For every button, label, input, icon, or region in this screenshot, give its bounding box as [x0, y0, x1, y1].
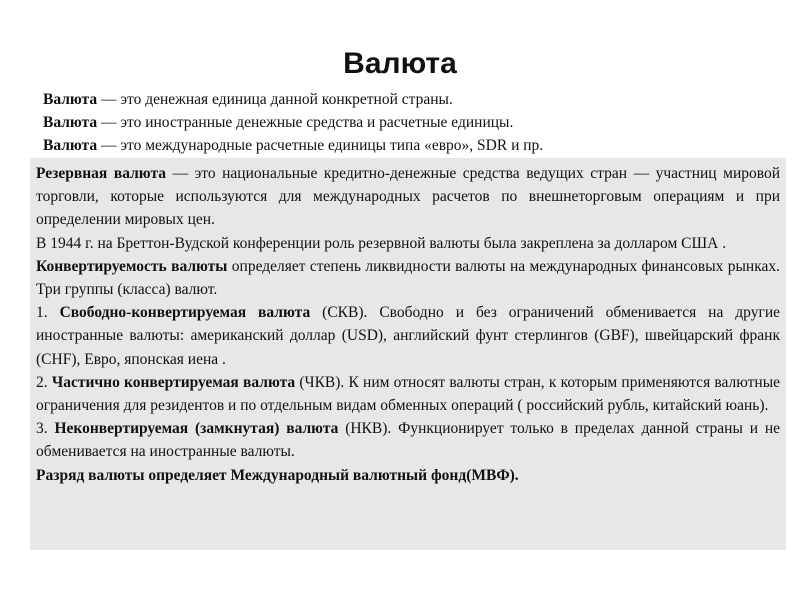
definition-term: Валюта [43, 114, 98, 131]
reserve-currency-paragraph [36, 162, 780, 232]
definition-term: Валюта [43, 137, 98, 154]
group-term: Неконвертируемая (замкнутая) валюта [54, 420, 339, 438]
reserve-currency-text: — это национальные кредитно-денежные средства ведущих стран — участниц мировой торговли, которые используются для международных расчетов по внешнеторговым операциям и при определении мировых цен. [36, 165, 780, 229]
closing-text: Разряд валюты определяет Международный валютный фонд(МВФ). [36, 466, 519, 484]
group-text: (НКВ). Функционирует только в пределах данной страны и не обменивается на иностранные валюты. [36, 420, 780, 461]
definition-text: — это денежная единица данной конкретной страны. [97, 91, 453, 108]
group-number: 2. [36, 373, 52, 391]
group-item [36, 417, 780, 463]
bretton-woods-paragraph: В 1944 г. на Бреттон-Вудской конференции роль резервной валюты была закреплена за долларом США . [36, 234, 727, 252]
definition-line [43, 111, 760, 134]
slide-title: Валюта [343, 47, 457, 80]
convertibility-term: Конвертируемость валюты [36, 257, 228, 275]
definitions-block [40, 88, 760, 157]
definition-term: Валюта [43, 91, 98, 108]
definition-line [43, 88, 760, 111]
group-item [36, 371, 780, 417]
group-term: Частично конвертируемая валюта [51, 373, 296, 391]
group-text: (СКВ). Свободно и без ограничений обменивается на другие иностранные валюты: американский доллар (USD), английский фунт стерлингов (GBF), швейцарский франк (CHF), Евро, японская иена . [36, 304, 781, 368]
group-number: 3. [36, 420, 55, 438]
group-item [36, 301, 780, 371]
group-term: Свободно-конвертируемая валюта [59, 304, 311, 322]
definition-line [43, 134, 760, 157]
group-number: 1. [36, 304, 60, 322]
content-box [30, 158, 786, 550]
definition-text: — это иностранные денежные средства и расчетные единицы. [97, 114, 514, 131]
definition-text: — это международные расчетные единицы типа «евро», SDR и пр. [97, 137, 544, 154]
convertibility-paragraph [36, 255, 780, 301]
reserve-currency-term: Резервная валюта [36, 165, 167, 182]
convertibility-text: определяет степень ликвидности валюты на международных финансовых рынках. Три группы (класса) валют. [36, 257, 781, 299]
group-text: (ЧКВ). К ним относят валюты стран, к которым применяются валютные ограничения для резидентов и по отдельным видам обменных операций ( российский рубль, китайский юань). [36, 373, 781, 415]
closing-paragraph [36, 464, 780, 487]
